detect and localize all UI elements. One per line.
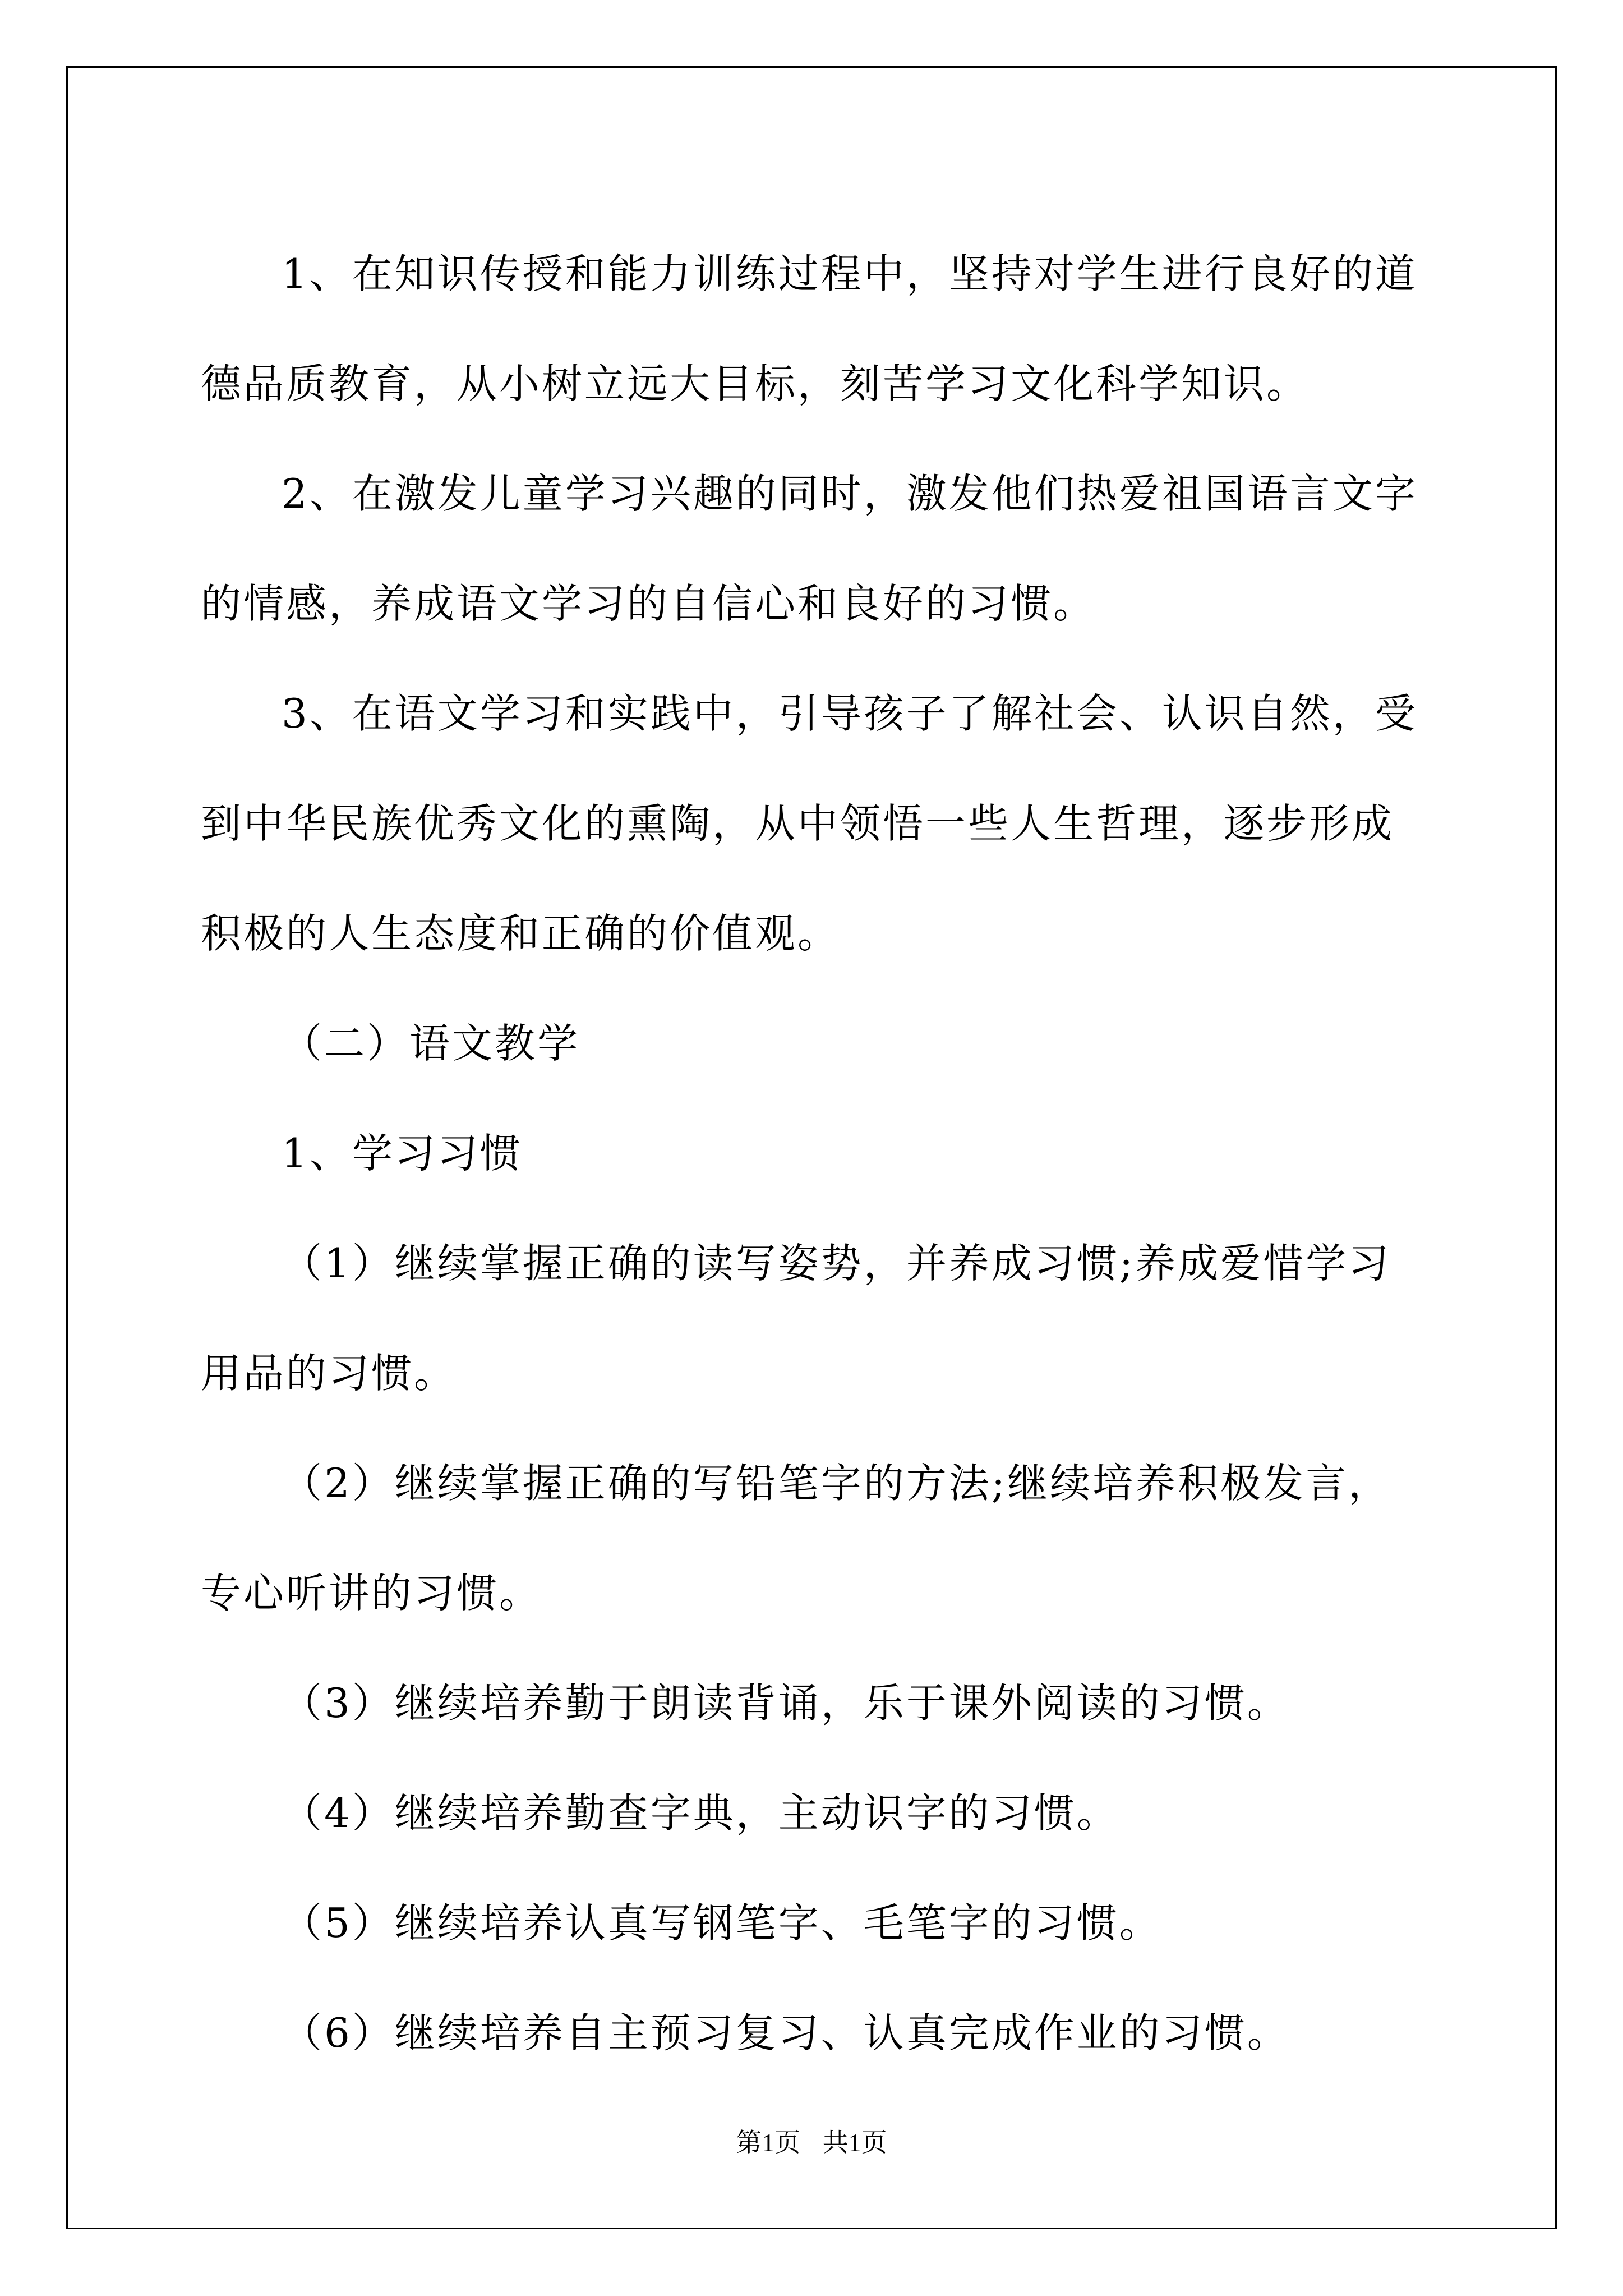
document-body [201,219,1429,2088]
page-number: 第1页 [736,2128,801,2157]
habit-item-3: （3）继续培养勤于朗读背诵，乐于课外阅读的习惯。 [282,1680,1290,1727]
section-heading-teaching: （二）语文教学 [282,1020,580,1067]
paragraph-goal-2: 2、在激发儿童学习兴趣的同时，激发他们热爱祖国语言文字的情感，养成语文学习的自信心和良好的习惯。 [201,470,1418,627]
habit-item-1: （1）继续掌握正确的读写姿势，并养成习惯;养成爱惜学习用品的习惯。 [201,1240,1391,1397]
paragraph-goal-3: 3、在语文学习和实践中，引导孩子了解社会、认识自然，受到中华民族优秀文化的熏陶，从中领悟一些人生哲理，逐步形成积极的人生态度和正确的价值观。 [201,690,1418,957]
page-footer [0,2126,1623,2160]
habit-item-6: （6）继续培养自主预习复习、认真完成作业的习惯。 [282,2009,1290,2056]
page-total: 共1页 [822,2128,887,2157]
habit-item-4: （4）继续培养勤查字典，主动识字的习惯。 [282,1789,1119,1837]
habit-item-5: （5）继续培养认真写钢笔字、毛笔字的习惯。 [282,1899,1162,1947]
paragraph-goal-1: 1、在知识传授和能力训练过程中，坚持对学生进行良好的道德品质教育，从小树立远大目标，刻苦学习文化科学知识。 [201,250,1418,407]
habit-item-2: （2）继续掌握正确的写铅笔字的方法;继续培养积极发言，专心听讲的习惯。 [201,1460,1391,1617]
subheading-study-habits: 1、学习习惯 [282,1130,523,1177]
